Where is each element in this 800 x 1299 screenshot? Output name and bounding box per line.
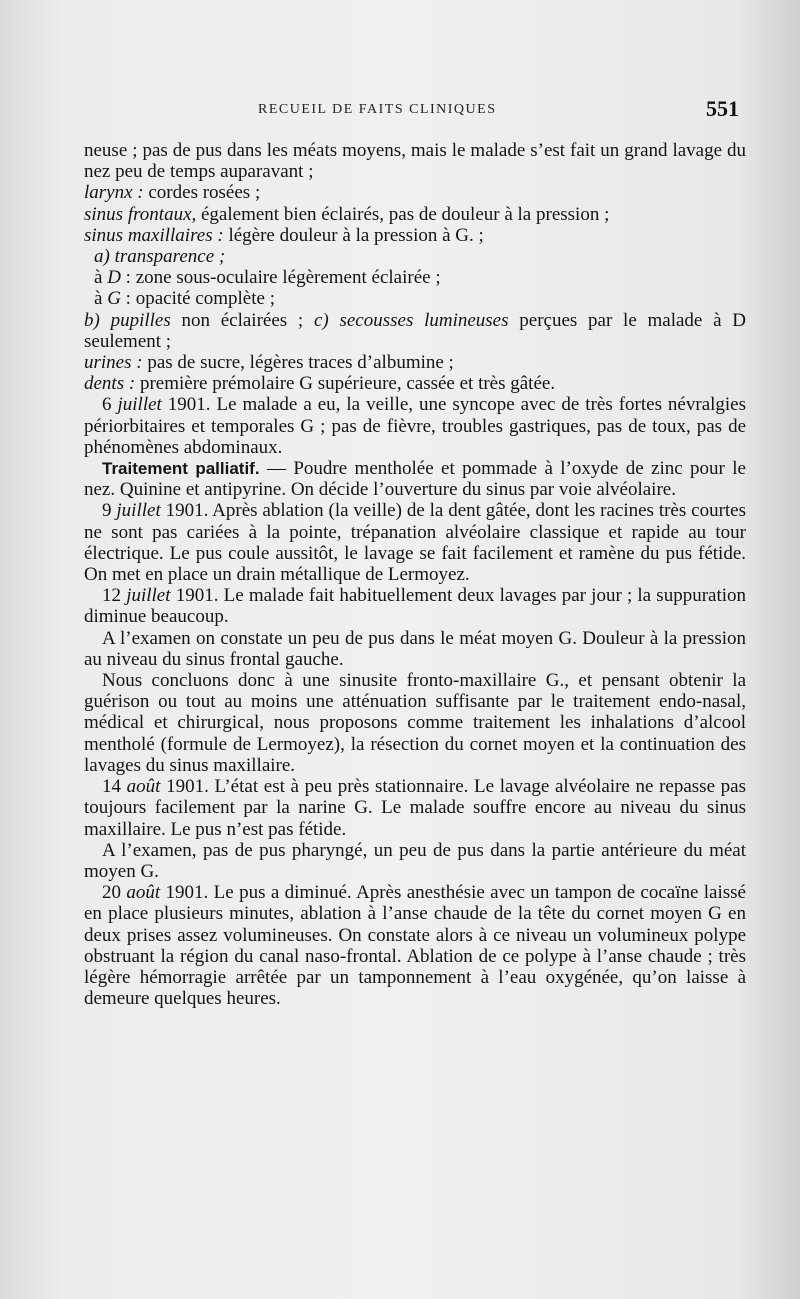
text-segment: non éclairées ;	[181, 309, 314, 331]
page-number: 551	[706, 96, 739, 121]
paragraph	[84, 585, 746, 627]
paragraph	[84, 373, 746, 394]
text-segment: 1901. L’état est à peu près stationnaire. Le lavage alvéolaire ne repasse pas toujours facilement par la narine G. Le malade souffre encore au niveau du sinus maxillaire. Le pus n’est pas fétide.	[84, 776, 746, 840]
text-segment: 1901. Le malade fait habituellement deux lavages par jour ; la suppuration diminue beaucoup.	[84, 585, 747, 628]
text-segment: larynx :	[84, 182, 149, 204]
text-segment: 1901. Le malade a eu, la veille, une syncope avec de très fortes névralgies périorbitaires et temporales G ; pas de fièvre, troubles gastriques, pas de toux, pas de phénomènes abdominaux.	[84, 394, 747, 458]
text-segment: première prémolaire G supérieure, cassée et très gâtée.	[139, 373, 556, 395]
text-segment: 14	[102, 776, 127, 798]
text-segment: également bien éclairés, pas de douleur à la pression ;	[201, 203, 610, 225]
paragraph	[84, 246, 746, 267]
paragraph	[84, 140, 746, 182]
text-segment: juillet	[126, 585, 171, 607]
text-segment: — Poudre mentholée et pommade à l’oxyde de zinc pour le nez. Quinine et antipyrine. On décide l’ouverture du sinus par voie alvéolaire.	[84, 458, 746, 501]
paragraph	[84, 352, 746, 373]
text-segment: juillet	[116, 500, 161, 522]
paragraph	[84, 840, 746, 882]
text-segment: A l’examen, pas de pus pharyngé, un peu de pus dans la partie antérieure du méat moyen G.	[84, 839, 746, 882]
text-segment: G	[107, 288, 121, 310]
text-segment: 1901. Le pus a diminué. Après anesthésie avec un tampon de cocaïne laissé en place plusieurs minutes, ablation à l’anse chaude de la tête du cornet moyen G en deux prises assez volumineuses. On constate alors à ce niveau un volumineux polype obstruant la région du canal naso-frontal. Ablation de ce polype à l’anse chaude ; très légère hémorragie arrêtée par un tamponnement à l’eau oxygénée, qu’on laisse à demeure quelques heures.	[84, 882, 746, 1010]
paragraph	[84, 776, 746, 840]
text-segment: neuse ; pas de pus dans les méats moyens, mais le malade s’est fait un grand lavage du nez peu de temps auparavant ;	[84, 140, 746, 183]
text-segment: août	[126, 882, 161, 904]
paragraph	[84, 225, 746, 246]
text-segment: légère douleur à la pression à G. ;	[228, 224, 484, 246]
text-segment: juillet	[117, 394, 162, 416]
text-segment: cordes rosées ;	[148, 182, 261, 204]
text-segment: D	[107, 267, 121, 289]
text-segment: à	[94, 267, 108, 289]
text-segment: b) pupilles	[84, 309, 182, 331]
paragraph	[84, 182, 746, 203]
text-segment: 1901. Après ablation (la veille) de la dent gâtée, dont les racines très courtes ne sont pas cariées à la pointe, trépanation alvéolaire classique et rapide au tour électrique. Le pus coule aussitôt, le lavage se fait facilement et ramène du pus fétide. On met en place un drain métallique de Lermoyez.	[84, 500, 747, 586]
text-segment: 12	[102, 585, 127, 607]
paragraph	[84, 267, 746, 288]
text-segment: c) secousses lumineuses	[313, 309, 520, 331]
text-segment: août	[126, 776, 161, 798]
running-head: RECUEIL DE FAITS CLINIQUES	[258, 102, 497, 117]
text-segment: urines :	[84, 352, 148, 374]
text-segment: a) transparence ;	[94, 246, 226, 268]
text-segment: Nous concluons donc à une sinusite fronto-maxillaire G., et pensant obtenir la guérison ou tout au moins une atténuation suffisante par le traitement endo-nasal, médical et chirurgical, nous proposons comme traitement les inhalations d’alcool mentholé (formule de Lermoyez), la résection du cornet moyen et la continuation des lavages du sinus maxillaire.	[84, 670, 746, 776]
text-segment: 20	[102, 882, 127, 904]
body-text	[84, 140, 746, 1009]
paragraph	[84, 882, 746, 1009]
paragraph	[84, 628, 746, 670]
paragraph	[84, 500, 746, 585]
text-segment: sinus maxillaires :	[84, 224, 229, 246]
text-segment: perçues par le malade à D seulement ;	[84, 309, 746, 352]
text-segment: A l’examen on constate un peu de pus dans le méat moyen G. Douleur à la pression au niveau du sinus frontal gauche.	[84, 627, 746, 670]
text-segment: pas de sucre, légères traces d’albumine ;	[147, 352, 454, 374]
page-header	[0, 96, 800, 126]
text-segment: 9	[102, 500, 117, 522]
paragraph	[84, 310, 746, 352]
text-segment: sinus frontaux,	[84, 203, 201, 225]
paragraph	[84, 288, 746, 309]
paragraph	[84, 670, 746, 776]
text-segment: : opacité complète ;	[120, 288, 275, 310]
text-segment: dents :	[84, 373, 140, 395]
paragraph	[84, 394, 746, 458]
text-segment: 6	[102, 394, 118, 416]
text-segment: à	[94, 288, 108, 310]
section-heading: Traitement palliatif.	[102, 459, 260, 479]
paragraph	[84, 204, 746, 225]
paragraph	[84, 458, 746, 500]
text-segment: : zone sous-oculaire légèrement éclairée ;	[120, 267, 441, 289]
